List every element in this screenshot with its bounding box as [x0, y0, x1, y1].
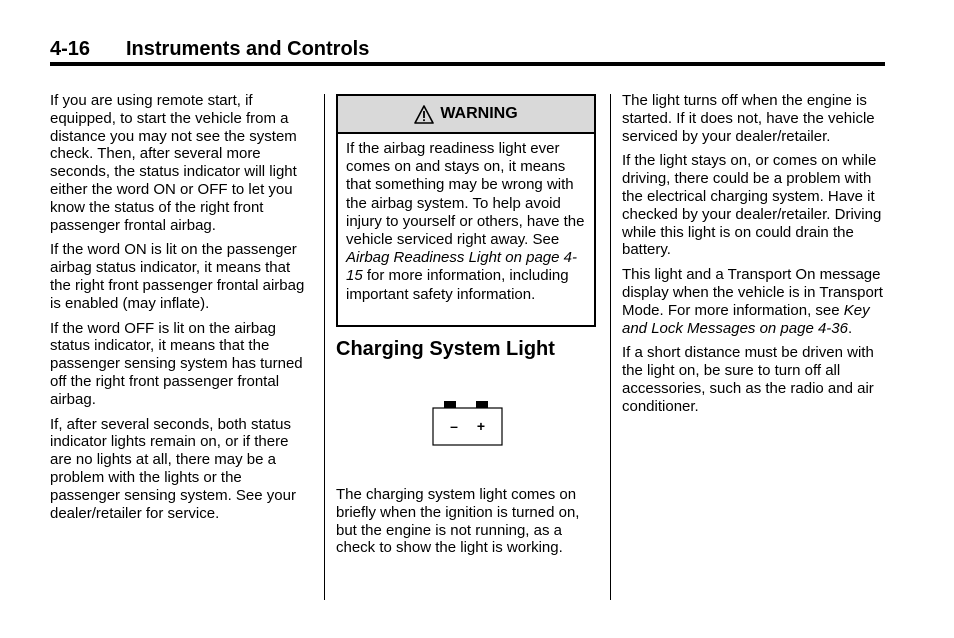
- paragraph: The light turns off when the engine is started. If it does not, have the vehicle serviced by your dealer/retailer.: [622, 92, 875, 145]
- warning-text-part: If the airbag readiness light ever comes on and stays on, it means that something may be wrong with the airbag system. To help avoid injury to yourself or others, have the vehicle serviced right away. See: [346, 140, 585, 249]
- charging-section-title: Charging System Light: [336, 338, 555, 360]
- paragraph: If a short distance must be driven with the light on, be sure to turn off all accessories, such as the radio and air conditioner.: [622, 344, 874, 415]
- page-number: 4-16: [50, 38, 91, 60]
- paragraph: If you are using remote start, if equipped, to start the vehicle from a distance you may not see the system check. Then, after several more seconds, the status indicator will light either the word ON or OFF to let you know the status of the right front passenger frontal airbag.: [50, 92, 297, 234]
- column-3: [622, 92, 884, 423]
- paragraph: [622, 266, 884, 337]
- battery-icon: [428, 398, 504, 453]
- battery-plus-symbol: +: [476, 418, 486, 434]
- warning-heading: WARNING: [440, 105, 518, 122]
- column-1: [50, 92, 312, 529]
- warning-icon: [414, 105, 434, 124]
- text-part: .: [848, 319, 853, 337]
- text-part: This light and a Transport On message display when the vehicle is in Transport Mode. For more information, see: [622, 266, 883, 319]
- charging-paragraph: The charging system light comes on briefly when the ignition is turned on, but the engine is not running, as a check to show the light is working.: [336, 486, 580, 557]
- paragraph: If the light stays on, or comes on while driving, there could be a problem with the electrical charging system. Have it checked by your dealer/retailer. Driving while this light is on could drain the battery.: [622, 152, 882, 259]
- warning-reference: Airbag Readiness Light on page 4-15: [346, 249, 577, 285]
- cross-reference: Key and Lock Messages on page 4-36: [622, 301, 870, 337]
- paragraph: If the word OFF is lit on the airbag status indicator, it means that the passenger sensing system has turned off the right front passenger frontal airbag.: [50, 319, 303, 408]
- paragraph: If, after several seconds, both status indicator lights remain on, or if there are no lights at all, there may be a problem with the lights or the passenger sensing system. See your dealer/retailer for service.: [50, 415, 296, 522]
- battery-minus-symbol: –: [450, 418, 458, 434]
- warning-text-part: for more information, including important safety information.: [346, 267, 569, 303]
- warning-text: [338, 134, 594, 304]
- warning-box: [336, 94, 596, 327]
- header-rule: [50, 62, 885, 66]
- section-title: Instruments and Controls: [126, 38, 370, 60]
- page-header: [50, 38, 884, 64]
- warning-header: [338, 96, 594, 134]
- column-divider: [610, 94, 611, 600]
- paragraph: If the word ON is lit on the passenger airbag status indicator, it means that the right front passenger frontal airbag is enabled (may inflate).: [50, 241, 305, 312]
- column-divider: [324, 94, 325, 600]
